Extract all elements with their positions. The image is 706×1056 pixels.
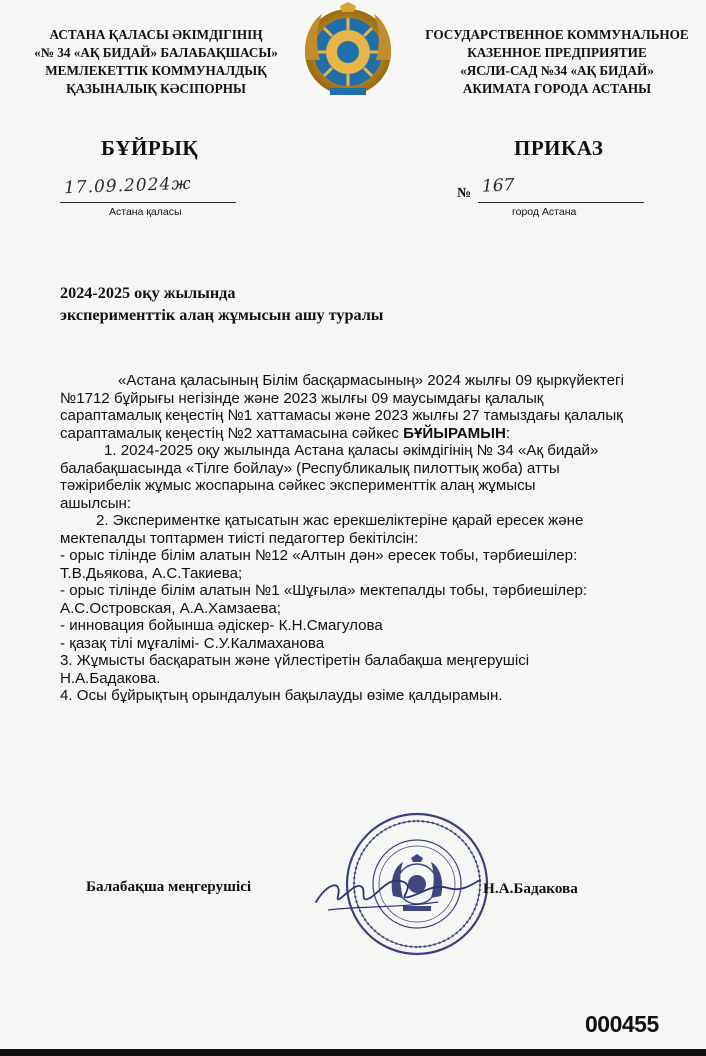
serial-number: 000455 <box>585 1011 659 1037</box>
body-text: : <box>505 424 511 442</box>
body-line: А.С.Островская, А.А.Хамзаева; <box>60 599 281 617</box>
body-line: - орыс тілінде білім алатын №12 «Алтын дән» ересек тобы, тәрбиешілер: <box>60 547 578 564</box>
header-line: ГОСУДАРСТВЕННОЕ КОММУНАЛЬНОЕ <box>425 27 689 42</box>
doc-kind-russian: ПРИКАЗ <box>514 136 604 160</box>
header-line: АСТАНА ҚАЛАСЫ ӘКІМДІГІНІҢ <box>49 27 263 42</box>
doc-kind-kazakh: БҰЙРЫҚ <box>101 136 199 160</box>
body-line: 4. Осы бұйрықтың орындалуын бақылауды өзіме қалдырамын. <box>60 687 503 704</box>
body-line: №1712 бұйрығы негізінде және 2023 жылғы 09 маусымдағы қалалық <box>60 389 544 407</box>
title-line: 2024-2025 оқу жылында <box>60 284 236 302</box>
title-line: эксперименттік алаң жұмысын ашу туралы <box>60 306 384 324</box>
body-line: «Астана қаласының Білім басқармасының» 2024 жылғы 09 қыркүйектегі <box>118 372 624 389</box>
signatory-role: Балабақша меңгерушісі <box>86 878 252 895</box>
body-line: 3. Жұмысты басқаратын және үйлестіретін балабақша меңгерушісі <box>60 652 530 669</box>
document-body <box>60 372 667 705</box>
header-russian <box>414 26 700 98</box>
handwritten-number: 167 <box>481 175 515 197</box>
body-line: - орыс тілінде білім алатын №1 «Шұғыла» мектепалды тобы, тәрбиешілер: <box>60 582 588 599</box>
header-line: МЕМЛЕКЕТТІК КОММУНАЛДЫҚ <box>45 63 267 78</box>
body-line <box>60 425 667 443</box>
body-line: Т.В.Дьякова, А.С.Такиева; <box>60 564 243 582</box>
header-line: КАЗЕННОЕ ПРЕДПРИЯТИЕ <box>467 45 647 60</box>
body-line: ашылсын: <box>60 494 132 512</box>
signatory-name: Н.А.Бадакова <box>483 880 578 897</box>
header-line: ҚАЗЫНАЛЫҚ КӘСІПОРНЫ <box>66 81 246 96</box>
handwritten-date: 17.09.2024ж <box>63 173 192 199</box>
body-line: тәжірибелік жұмыс жоспарына сәйкес эксперименттік алаң жұмысы <box>60 477 536 494</box>
city-kazakh: Астана қаласы <box>109 206 182 218</box>
header-line: «ЯСЛИ-САД №34 «АҚ БИДАЙ» <box>460 63 654 78</box>
kazakhstan-emblem-icon <box>300 2 396 98</box>
number-label: № <box>457 186 472 201</box>
body-line: 1. 2024-2025 оқу жылында Астана қаласы әкімдігінің № 34 «Ақ бидай» <box>104 442 599 459</box>
body-text: сараптамалық кеңестің №2 хаттамасына сәйкес <box>60 424 404 442</box>
body-line: - инновация бойынша әдіскер- К.Н.Смагулова <box>60 617 383 634</box>
body-line: Н.А.Бадакова. <box>60 669 161 687</box>
scan-edge <box>0 1049 706 1056</box>
header-line: «№ 34 «АҚ БИДАЙ» БАЛАБАҚШАСЫ» <box>34 45 278 60</box>
document-title <box>60 282 383 326</box>
body-line: - қазақ тілі мұғалімі- С.У.Калмаханова <box>60 634 325 652</box>
body-line: сараптамалық кеңестің №1 хаттамасы және 2023 жылғы 27 тамыздағы қалалық <box>60 407 623 424</box>
body-line: балабақшасында «Тілге бойлау» (Республикалық пилоттық жоба) атты <box>60 459 560 477</box>
body-line: 2. Экспериментке қатысатын жас ерекшеліктеріне қарай ересек және <box>96 512 584 529</box>
handwritten-signature-icon <box>308 862 488 922</box>
body-line: мектепалды топтармен тиісті педагогтер бекітілсін: <box>60 529 419 547</box>
order-keyword: БҰЙЫРАМЫН <box>403 424 506 442</box>
header-line: АКИМАТА ГОРОДА АСТАНЫ <box>462 81 652 96</box>
city-russian: город Астана <box>512 206 577 218</box>
header-kazakh <box>28 26 284 98</box>
